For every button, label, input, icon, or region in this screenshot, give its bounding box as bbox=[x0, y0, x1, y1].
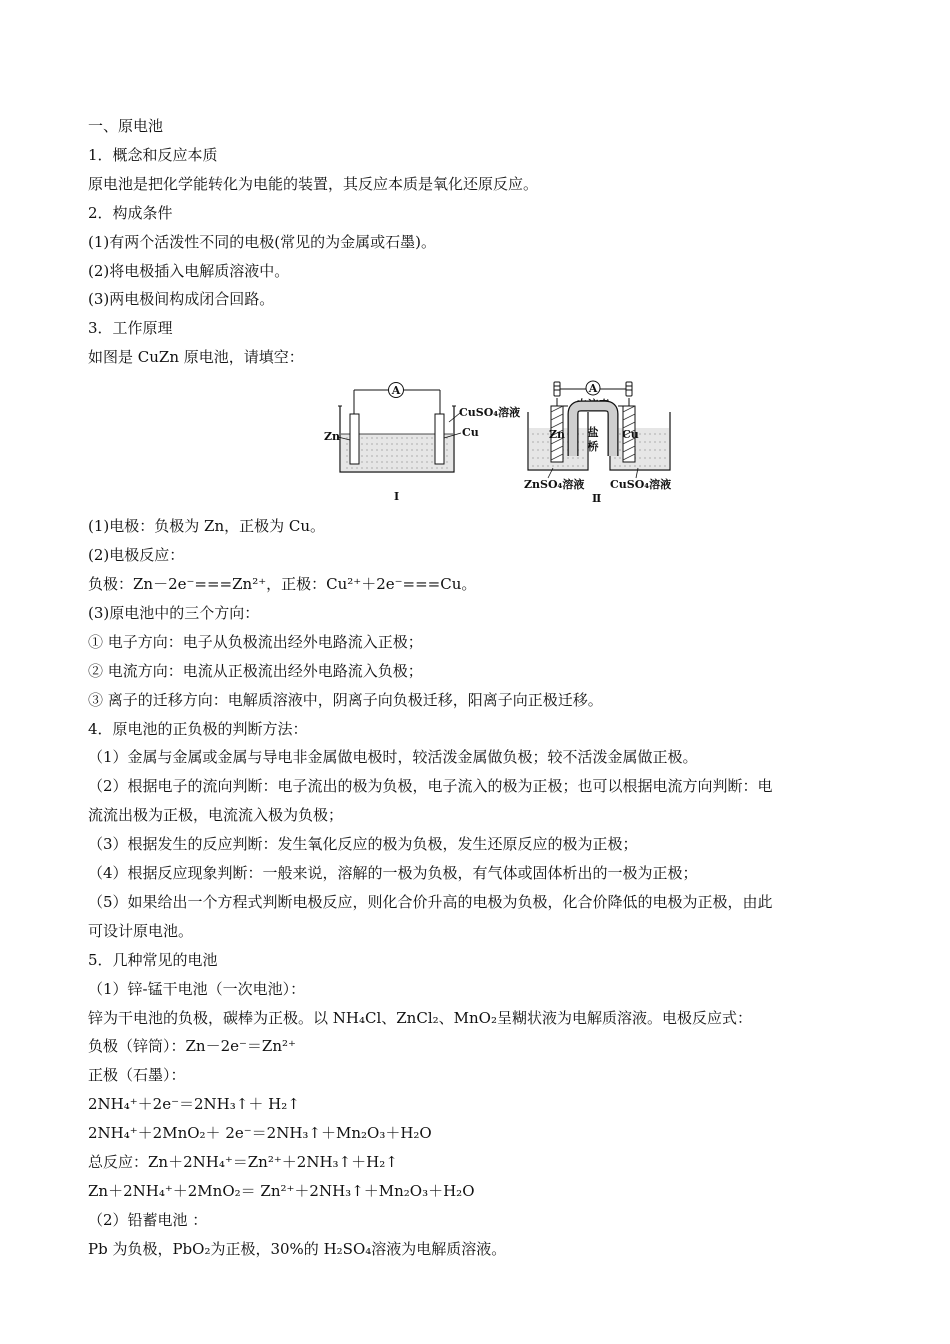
paragraph: (1)有两个活泼性不同的电极(常见的为金属或石墨)。 bbox=[88, 232, 436, 251]
paragraph: 锌为干电池的负极，碳棒为正极。以 NH₄Cl、ZnCl₂、MnO₂呈糊状液为电解质溶液。电极反应式： bbox=[88, 1008, 752, 1027]
list-item-continuation: 可设计原电池。 bbox=[88, 921, 194, 940]
cuso4-label: CuSO₄溶液 bbox=[459, 406, 521, 420]
paragraph: 正极（石墨）： bbox=[88, 1066, 186, 1085]
subheading: （2）铅蓄电池 ： bbox=[88, 1210, 208, 1229]
ammeter-symbol: A bbox=[391, 384, 401, 398]
ammeter-label: 电流表 bbox=[576, 398, 610, 412]
paragraph: (1)电极：负极为 Zn，正极为 Cu。 bbox=[88, 517, 326, 536]
caption-i: Ⅰ bbox=[394, 490, 400, 504]
list-item: （3）根据发生的反应判断：发生氧化反应的极为负极，发生还原反应的极为正极； bbox=[88, 835, 638, 854]
zn-electrode bbox=[350, 414, 359, 464]
list-item-continuation: 流流出极为正极，电流流入极为负极； bbox=[88, 806, 344, 825]
equation-line: 总反应：Zn＋2NH₄⁺＝Zn²⁺＋2NH₃↑＋H₂↑ bbox=[88, 1153, 398, 1172]
cu-electrode bbox=[435, 414, 444, 464]
caption-ii: Ⅱ bbox=[592, 492, 602, 506]
subheading: 2．构成条件 bbox=[88, 203, 173, 222]
equation-line: 2NH₄⁺＋2MnO₂＋ 2e⁻＝2NH₃↑＋Mn₂O₃＋H₂O bbox=[88, 1124, 432, 1143]
cu-label: Cu bbox=[622, 428, 639, 442]
subheading: 5．几种常见的电池 bbox=[88, 950, 218, 969]
figure-cell-ii bbox=[518, 376, 688, 508]
list-item: （1）金属与金属或金属与导电非金属做电极时，较活泼金属做负极；较不活泼金属做正极。 bbox=[88, 748, 698, 767]
section-heading: 一、原电池 bbox=[88, 117, 164, 135]
paragraph: (3)两电极间构成闭合回路。 bbox=[88, 290, 275, 309]
equation-line: Zn＋2NH₄⁺＋2MnO₂＝ Zn²⁺＋2NH₃↑＋Mn₂O₃＋H₂O bbox=[88, 1182, 475, 1200]
bridge-label-1: 盐 bbox=[587, 426, 599, 440]
document-page bbox=[88, 112, 868, 1264]
equation-line: 2NH₄⁺＋2e⁻＝2NH₃↑＋ H₂↑ bbox=[88, 1095, 300, 1114]
zn-label: Zn bbox=[549, 428, 566, 442]
paragraph: Pb 为负极，PbO₂为正极，30%的 H₂SO₄溶液为电解质溶液。 bbox=[88, 1239, 507, 1258]
cu-label: Cu bbox=[462, 426, 479, 440]
ammeter-symbol: A bbox=[588, 382, 598, 396]
cell-ii-diagram bbox=[518, 376, 688, 508]
equation-line: 负极：Zn－2e⁻===Zn²⁺，正极：Cu²⁺＋2e⁻===Cu。 bbox=[88, 574, 477, 593]
subheading: （1）锌-锰干电池（一次电池）： bbox=[88, 979, 306, 998]
subheading: 4．原电池的正负极的判断方法： bbox=[88, 719, 308, 738]
figure-cell-i bbox=[324, 376, 521, 508]
paragraph: (3)原电池中的三个方向： bbox=[88, 603, 260, 622]
paragraph: (2)将电极插入电解质溶液中。 bbox=[88, 261, 290, 280]
list-item: ③ 离子的迁移方向：电解质溶液中，阴离子向负极迁移，阳离子向正极迁移。 bbox=[88, 690, 603, 709]
cell-i-diagram bbox=[324, 376, 521, 508]
list-item: （4）根据反应现象判断：一般来说，溶解的一极为负极，有气体或固体析出的一极为正极； bbox=[88, 864, 698, 883]
paragraph: (2)电极反应： bbox=[88, 546, 185, 565]
bridge-label-2: 桥 bbox=[587, 440, 599, 454]
list-item: （5）如果给出一个方程式判断电极反应，则化合价升高的电极为负极，化合价降低的电极为正极，由此 bbox=[88, 892, 773, 911]
equation-line: 负极（锌筒）：Zn－2e⁻＝Zn²⁺ bbox=[88, 1037, 296, 1056]
list-item: （2）根据电子的流向判断：电子流出的极为负极，电子流入的极为正极；也可以根据电流方向判断：电 bbox=[88, 777, 773, 796]
figure-row bbox=[88, 372, 868, 512]
paragraph: 如图是 CuZn 原电池，请填空： bbox=[88, 348, 304, 367]
subheading: 3．工作原理 bbox=[88, 319, 173, 338]
cuso4-label: CuSO₄溶液 bbox=[610, 478, 672, 492]
paragraph: 原电池是把化学能转化为电能的装置，其反应本质是氧化还原反应。 bbox=[88, 174, 539, 193]
list-item: ① 电子方向：电子从负极流出经外电路流入正极； bbox=[88, 632, 423, 651]
zn-label: Zn bbox=[324, 430, 341, 444]
list-item: ② 电流方向：电流从正极流出经外电路流入负极； bbox=[88, 661, 423, 680]
subheading: 1．概念和反应本质 bbox=[88, 145, 218, 164]
znso4-label: ZnSO₄溶液 bbox=[524, 478, 585, 492]
